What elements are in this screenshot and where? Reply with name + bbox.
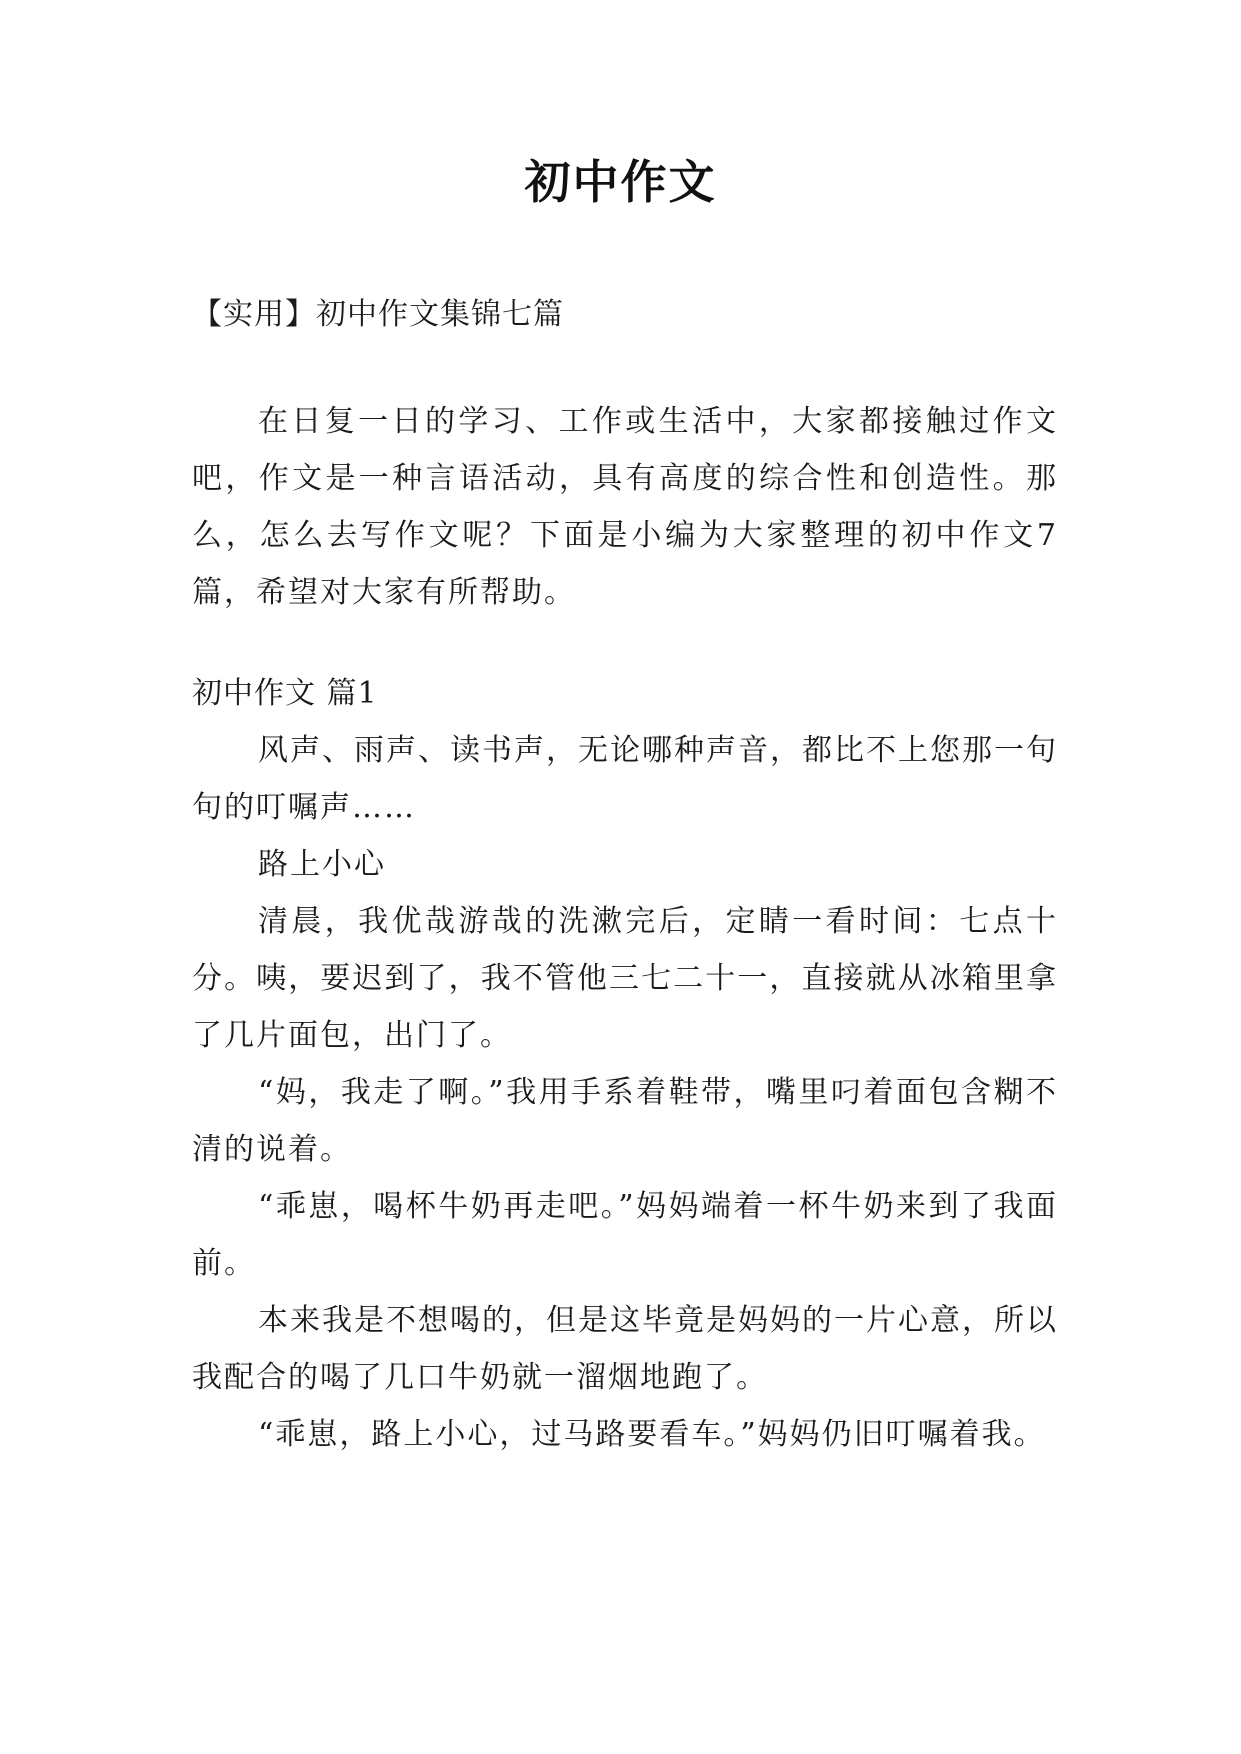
- document-subtitle: 【实用】初中作文集锦七篇: [192, 297, 564, 332]
- spacer: [192, 343, 1058, 393]
- paragraph: 路上小心: [258, 847, 386, 882]
- intro-paragraph: 在日复一日的学习、工作或生活中，大家都接触过作文吧，作文是一种言语活动，具有高度的综合性和创造性。那么，怎么去写作文呢？下面是小编为大家整理的初中作文7篇，希望对大家有所帮助。: [192, 404, 1058, 610]
- paragraph: 本来我是不想喝的，但是这毕竟是妈妈的一片心意，所以我配合的喝了几口牛奶就一溜烟地跑了。: [192, 1303, 1058, 1395]
- paragraph: 风声、雨声、读书声，无论哪种声音，都比不上您那一句句的叮嘱声……: [192, 733, 1058, 825]
- spacer: [192, 621, 1058, 665]
- paragraph: “妈，我走了啊。”我用手系着鞋带，嘴里叼着面包含糊不清的说着。: [192, 1075, 1058, 1167]
- document-body: [192, 286, 1058, 1463]
- paragraph: “乖崽，喝杯牛奶再走吧。”妈妈端着一杯牛奶来到了我面前。: [192, 1189, 1058, 1281]
- document-title: 初中作文: [524, 155, 717, 209]
- section-heading: 初中作文 篇1: [192, 676, 378, 711]
- paragraph: 清晨，我优哉游哉的洗漱完后，定睛一看时间：七点十分。咦，要迟到了，我不管他三七二十一，直接就从冰箱里拿了几片面包，出门了。: [192, 904, 1058, 1053]
- paragraph: “乖崽，路上小心，过马路要看车。”妈妈仍旧叮嘱着我。: [258, 1417, 1046, 1452]
